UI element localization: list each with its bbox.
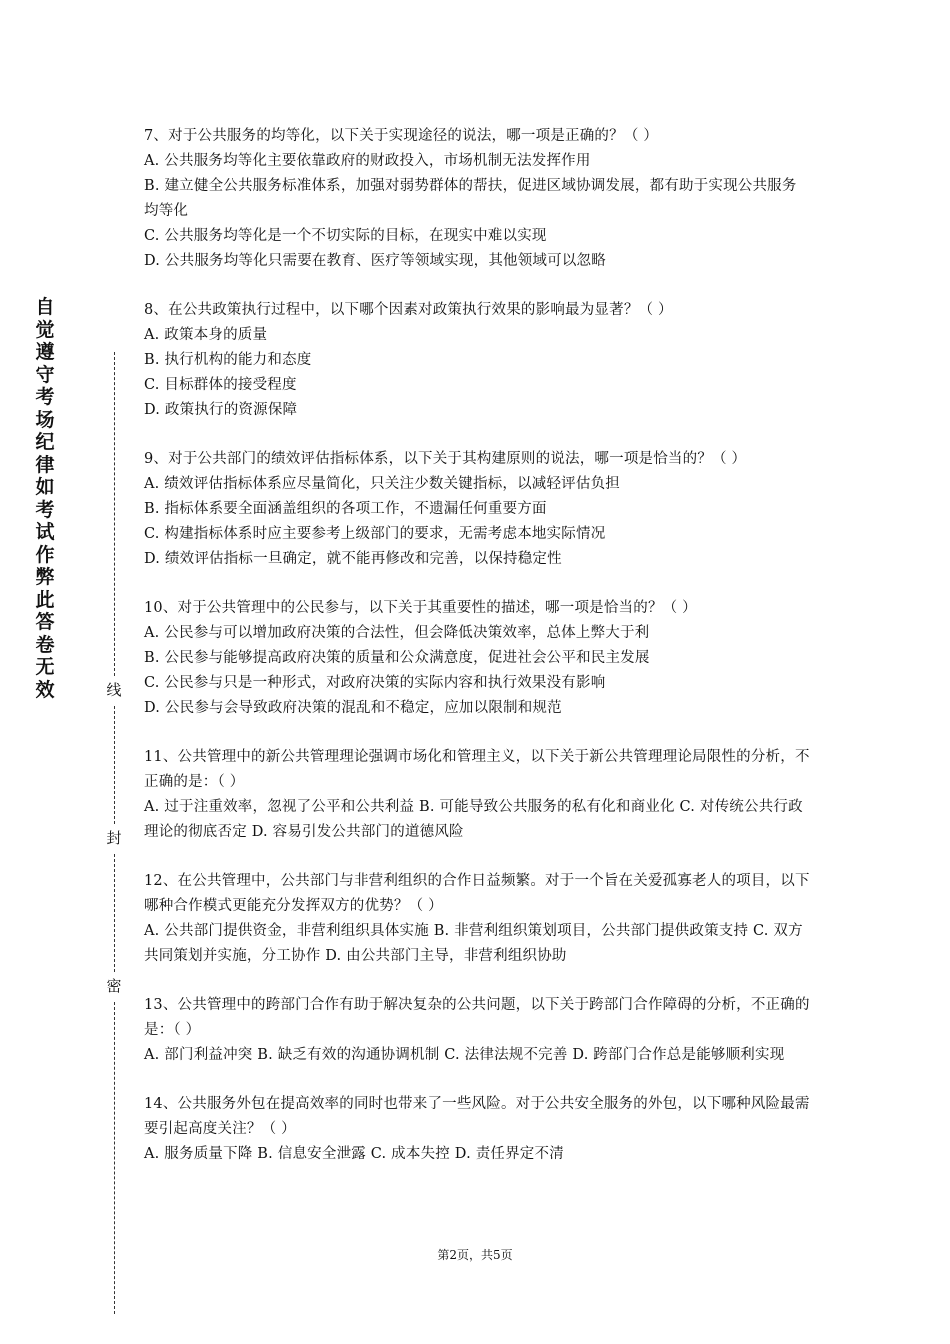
binding-label-mi: 密 <box>104 976 124 996</box>
question-11 <box>144 745 810 845</box>
option-a: A. 绩效评估指标体系应尽量简化，只关注少数关键指标，以减轻评估负担 <box>144 476 620 492</box>
question-stem: 11、公共管理中的新公共管理理论强调市场化和管理主义，以下关于新公共管理理论局限性的分析，不正确的是：（ ） <box>144 749 810 790</box>
question-10 <box>144 596 810 721</box>
question-13 <box>144 993 810 1068</box>
binding-dashed-line <box>114 706 115 824</box>
options-inline: A. 公共部门提供资金，非营利组织具体实施 B. 非营利组织策划项目，公共部门提供政策支持 C. 双方共同策划并实施，分工协作 D. 由公共部门主导，非营利组织协助 <box>144 923 803 964</box>
question-list <box>144 124 810 1191</box>
option-c: C. 公民参与只是一种形式，对政府决策的实际内容和执行效果没有影响 <box>144 675 606 691</box>
binding-label-xian: 线 <box>104 680 124 700</box>
options-inline: A. 服务质量下降 B. 信息安全泄露 C. 成本失控 D. 责任界定不清 <box>144 1146 564 1162</box>
question-14 <box>144 1092 810 1167</box>
question-8 <box>144 298 810 423</box>
option-c: C. 目标群体的接受程度 <box>144 377 297 393</box>
question-stem: 9、对于公共部门的绩效评估指标体系，以下关于其构建原则的说法，哪一项是恰当的？（ ） <box>144 451 747 467</box>
question-stem: 12、在公共管理中，公共部门与非营利组织的合作日益频繁。对于一个旨在关爱孤寡老人的项目，以下哪种合作模式更能充分发挥双方的优势？（ ） <box>144 873 810 914</box>
option-a: A. 公共服务均等化主要依靠政府的财政投入，市场机制无法发挥作用 <box>144 153 591 169</box>
binding-dashed-line <box>114 352 115 676</box>
binding-label-feng: 封 <box>104 828 124 848</box>
option-b: B. 建立健全公共服务标准体系，加强对弱势群体的帮扶，促进区域协调发展，都有助于实现公共服务均等化 <box>144 178 797 219</box>
question-stem: 7、对于公共服务的均等化，以下关于实现途径的说法，哪一项是正确的？（ ） <box>144 128 659 144</box>
options-inline: A. 部门利益冲突 B. 缺乏有效的沟通协调机制 C. 法律法规不完善 D. 跨部门合作总是能够顺利实现 <box>144 1047 785 1063</box>
option-c: C. 构建指标体系时应主要参考上级部门的要求，无需考虑本地实际情况 <box>144 526 606 542</box>
option-b: B. 执行机构的能力和态度 <box>144 352 312 368</box>
option-a: A. 政策本身的质量 <box>144 327 268 343</box>
option-d: D. 公共服务均等化只需要在教育、医疗等领域实现，其他领域可以忽略 <box>144 253 606 269</box>
question-stem: 8、在公共政策执行过程中，以下哪个因素对政策执行效果的影响最为显著？（ ） <box>144 302 673 318</box>
option-d: D. 公民参与会导致政府决策的混乱和不稳定，应加以限制和规范 <box>144 700 562 716</box>
option-b: B. 指标体系要全面涵盖组织的各项工作，不遗漏任何重要方面 <box>144 501 547 517</box>
question-stem: 10、对于公共管理中的公民参与，以下关于其重要性的描述，哪一项是恰当的？（ ） <box>144 600 697 616</box>
question-stem: 13、公共管理中的跨部门合作有助于解决复杂的公共问题，以下关于跨部门合作障碍的分析，不正确的是：（ ） <box>144 997 810 1038</box>
options-inline: A. 过于注重效率，忽视了公平和公共利益 B. 可能导致公共服务的私有化和商业化 C. 对传统公共行政理论的彻底否定 D. 容易引发公共部门的道德风险 <box>144 799 803 840</box>
option-a: A. 公民参与可以增加政府决策的合法性，但会降低决策效率，总体上弊大于利 <box>144 625 650 641</box>
option-d: D. 政策执行的资源保障 <box>144 402 298 418</box>
question-7 <box>144 124 810 274</box>
question-9 <box>144 447 810 572</box>
question-stem: 14、公共服务外包在提高效率的同时也带来了一些风险。对于公共安全服务的外包，以下哪种风险最需要引起高度关注？（ ） <box>144 1096 810 1137</box>
option-c: C. 公共服务均等化是一个不切实际的目标，在现实中难以实现 <box>144 228 547 244</box>
exam-discipline-notice: 自觉遵守考场纪律如考试作弊此答卷无效 <box>35 296 55 701</box>
binding-dashed-line <box>114 1002 115 1314</box>
question-12 <box>144 869 810 969</box>
binding-dashed-line <box>114 854 115 972</box>
option-d: D. 绩效评估指标一旦确定，就不能再修改和完善，以保持稳定性 <box>144 551 562 567</box>
page-number: 第2页，共5页 <box>437 1248 513 1262</box>
option-b: B. 公民参与能够提高政府决策的质量和公众满意度，促进社会公平和民主发展 <box>144 650 650 666</box>
